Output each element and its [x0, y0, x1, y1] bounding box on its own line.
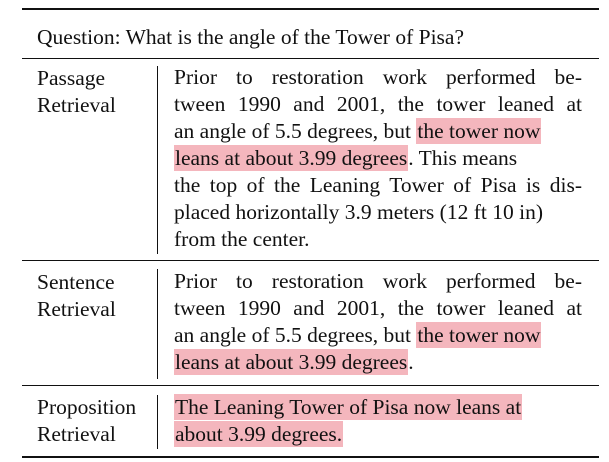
text-line [174, 394, 522, 421]
highlighted-answer: the tower now [417, 323, 541, 347]
row-divider-2 [22, 385, 599, 386]
highlighted-answer: The Leaning Tower of Pisa now leans at [175, 395, 522, 419]
row-label-line: Retrieval [37, 422, 116, 446]
row-divider-1 [22, 260, 599, 261]
text-line: Prior to restoration work performed be- [174, 65, 582, 89]
highlighted-answer: the tower now [417, 119, 541, 143]
text-line: Prior to restoration work performed be- [174, 269, 582, 293]
row-label-sentence [37, 269, 116, 323]
row-label-passage [37, 65, 116, 119]
text-line: leans at about 3.99 degrees. [175, 350, 414, 374]
passage-retrieval-text [174, 64, 582, 253]
row-label-line: Proposition [37, 395, 137, 419]
question-text: Question: What is the angle of the Tower of Pisa? [37, 25, 465, 49]
column-separator [157, 395, 158, 449]
text-line: leans at about 3.99 degrees. This means [175, 146, 518, 170]
question-bottom-rule [22, 58, 599, 59]
row-label-line: Passage [37, 66, 106, 90]
highlighted-answer: leans at about 3.99 degrees [175, 350, 408, 374]
row-label-line: Sentence [37, 270, 115, 294]
row-label-line: Retrieval [37, 297, 116, 321]
sentence-retrieval-text [174, 268, 582, 376]
text-line: tween 1990 and 2001, the tower leaned at [174, 296, 582, 320]
table-top-rule [22, 8, 599, 10]
row-label-line: Retrieval [37, 93, 116, 117]
text-line: an angle of 5.5 degrees, but the tower now [174, 119, 541, 143]
text-line [174, 421, 522, 448]
table-bottom-rule [22, 456, 599, 458]
text-line: placed horizontally 3.9 meters (12 ft 10 in) [174, 200, 543, 224]
column-separator [157, 269, 158, 379]
text-line: from the center. [174, 227, 310, 251]
text-line: an angle of 5.5 degrees, but the tower now [174, 323, 541, 347]
highlighted-answer: leans at about 3.99 degrees [175, 146, 408, 170]
highlighted-answer: about 3.99 degrees. [175, 422, 343, 446]
column-separator [157, 66, 158, 254]
text-line: tween 1990 and 2001, the tower leaned at [174, 92, 582, 116]
text-line: the top of the Leaning Tower of Pisa is dis- [174, 173, 582, 197]
row-label-proposition [37, 394, 136, 448]
proposition-retrieval-text [174, 394, 522, 448]
